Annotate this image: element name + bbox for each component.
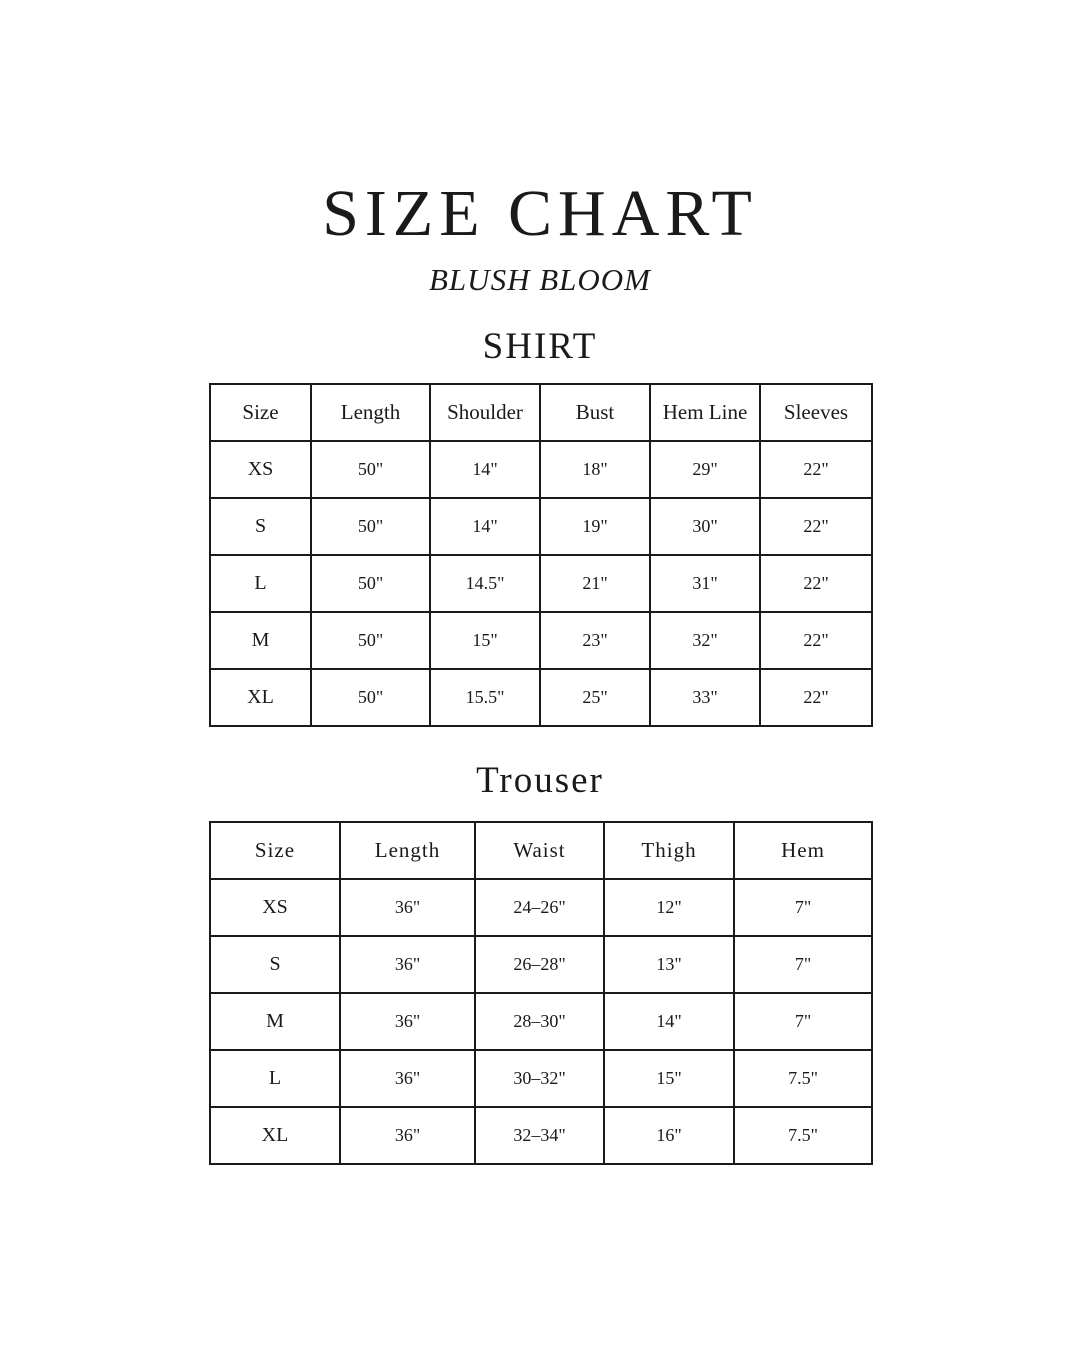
shirt-cell-shoulder: 14.5": [430, 555, 540, 612]
trouser-cell-size: M: [210, 993, 340, 1050]
shirt-cell-length: 50": [311, 441, 430, 498]
shirt-cell-shoulder: 14": [430, 498, 540, 555]
shirt-cell-bust: 23": [540, 612, 650, 669]
shirt-header-bust: Bust: [540, 384, 650, 441]
trouser-cell-waist: 32–34": [475, 1107, 604, 1164]
trouser-cell-size: L: [210, 1050, 340, 1107]
shirt-header-shoulder: Shoulder: [430, 384, 540, 441]
trouser-cell-size: XL: [210, 1107, 340, 1164]
shirt-cell-bust: 25": [540, 669, 650, 726]
shirt-cell-length: 50": [311, 555, 430, 612]
shirt-cell-hem-line: 30": [650, 498, 760, 555]
shirt-size-table: [209, 383, 873, 727]
table-row: [210, 1107, 872, 1164]
shirt-cell-sleeves: 22": [760, 612, 872, 669]
trouser-header-length: Length: [340, 822, 475, 879]
table-row: [210, 612, 872, 669]
trouser-cell-thigh: 15": [604, 1050, 734, 1107]
shirt-cell-shoulder: 14": [430, 441, 540, 498]
shirt-header-sleeves: Sleeves: [760, 384, 872, 441]
trouser-cell-waist: 24–26": [475, 879, 604, 936]
shirt-cell-bust: 18": [540, 441, 650, 498]
trouser-cell-thigh: 13": [604, 936, 734, 993]
trouser-cell-hem: 7.5": [734, 1107, 872, 1164]
shirt-cell-shoulder: 15": [430, 612, 540, 669]
shirt-cell-hem-line: 29": [650, 441, 760, 498]
shirt-header-hem-line: Hem Line: [650, 384, 760, 441]
shirt-cell-size: XL: [210, 669, 311, 726]
trouser-cell-waist: 28–30": [475, 993, 604, 1050]
shirt-header-size: Size: [210, 384, 311, 441]
trouser-cell-hem: 7": [734, 993, 872, 1050]
shirt-cell-hem-line: 31": [650, 555, 760, 612]
shirt-cell-hem-line: 33": [650, 669, 760, 726]
shirt-cell-length: 50": [311, 612, 430, 669]
table-row: [210, 669, 872, 726]
table-row: [210, 555, 872, 612]
trouser-cell-length: 36": [340, 993, 475, 1050]
trouser-header-size: Size: [210, 822, 340, 879]
shirt-cell-length: 50": [311, 498, 430, 555]
shirt-cell-sleeves: 22": [760, 441, 872, 498]
trouser-header-thigh: Thigh: [604, 822, 734, 879]
shirt-cell-hem-line: 32": [650, 612, 760, 669]
trouser-cell-length: 36": [340, 936, 475, 993]
table-row: [210, 441, 872, 498]
trouser-section-title: Trouser: [476, 760, 604, 801]
shirt-header-row: [210, 384, 872, 441]
shirt-cell-bust: 19": [540, 498, 650, 555]
table-row: [210, 993, 872, 1050]
brand-subtitle: BLUSH BLOOM: [429, 262, 651, 297]
shirt-cell-size: S: [210, 498, 311, 555]
page-title: SIZE CHART: [322, 177, 758, 250]
trouser-header-hem: Hem: [734, 822, 872, 879]
trouser-cell-length: 36": [340, 1050, 475, 1107]
trouser-cell-thigh: 12": [604, 879, 734, 936]
trouser-cell-size: S: [210, 936, 340, 993]
trouser-cell-hem: 7": [734, 936, 872, 993]
table-row: [210, 1050, 872, 1107]
trouser-cell-hem: 7.5": [734, 1050, 872, 1107]
table-row: [210, 879, 872, 936]
table-row: [210, 498, 872, 555]
trouser-cell-length: 36": [340, 1107, 475, 1164]
trouser-size-table: [209, 821, 873, 1165]
shirt-header-length: Length: [311, 384, 430, 441]
trouser-cell-thigh: 14": [604, 993, 734, 1050]
shirt-section-title: SHIRT: [482, 326, 598, 367]
table-row: [210, 936, 872, 993]
trouser-cell-size: XS: [210, 879, 340, 936]
shirt-cell-size: M: [210, 612, 311, 669]
shirt-cell-length: 50": [311, 669, 430, 726]
trouser-cell-length: 36": [340, 879, 475, 936]
shirt-cell-sleeves: 22": [760, 669, 872, 726]
shirt-cell-sleeves: 22": [760, 498, 872, 555]
shirt-cell-sleeves: 22": [760, 555, 872, 612]
shirt-cell-size: L: [210, 555, 311, 612]
shirt-cell-bust: 21": [540, 555, 650, 612]
trouser-cell-waist: 26–28": [475, 936, 604, 993]
trouser-cell-hem: 7": [734, 879, 872, 936]
shirt-cell-size: XS: [210, 441, 311, 498]
shirt-cell-shoulder: 15.5": [430, 669, 540, 726]
trouser-header-row: [210, 822, 872, 879]
trouser-cell-thigh: 16": [604, 1107, 734, 1164]
trouser-header-waist: Waist: [475, 822, 604, 879]
trouser-cell-waist: 30–32": [475, 1050, 604, 1107]
